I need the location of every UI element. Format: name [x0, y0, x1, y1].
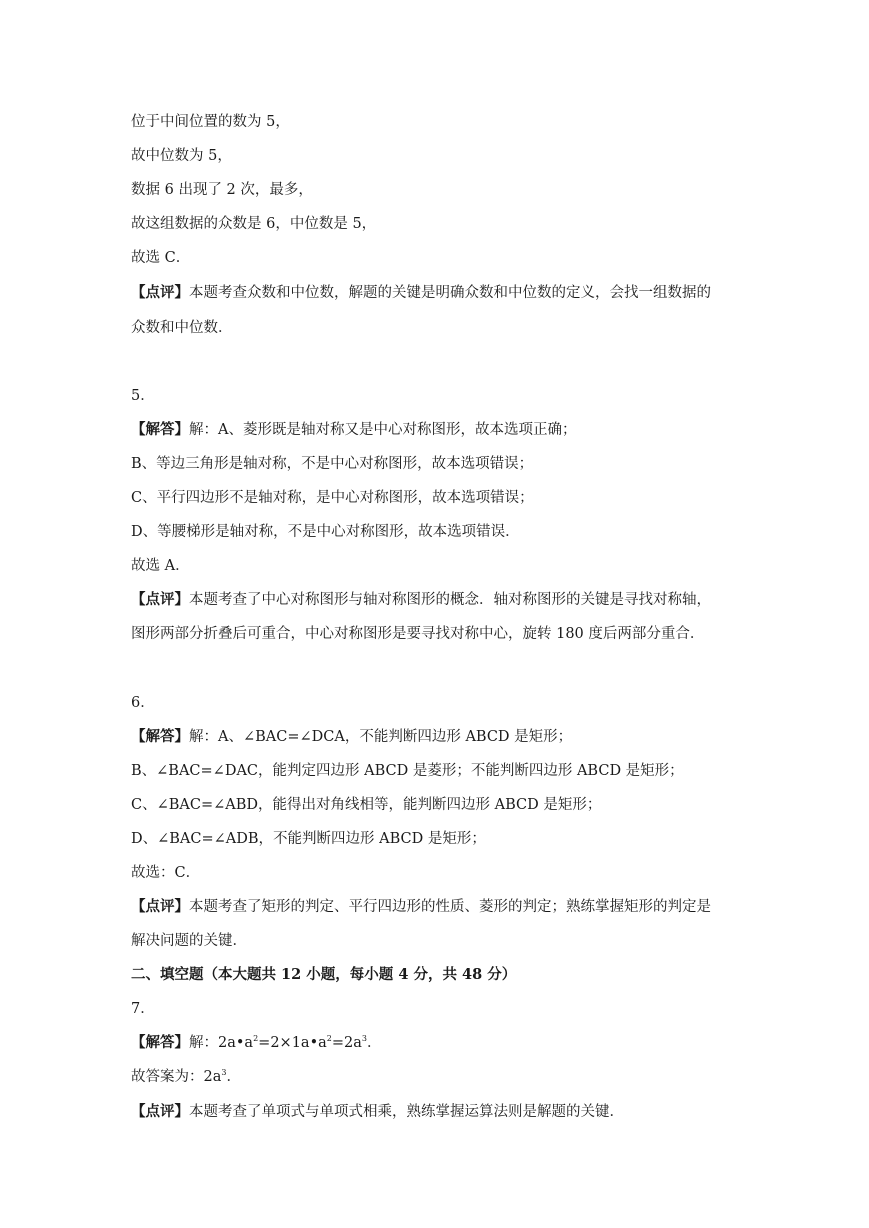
answer-text-suffix: ．: [366, 1035, 382, 1051]
section-heading: 二、填空题（本大题共 12 小题，每小题 4 分，共 48 分）: [131, 966, 517, 983]
q6-line-d: D、∠BAC=∠ADB，不能判断四边形 ABCD 是矩形；: [131, 831, 486, 847]
exponent: 2: [253, 1034, 259, 1043]
answer-text-mid: =2×1a•a: [258, 1035, 327, 1051]
q6-line-c: C、∠BAC=∠ABD，能得出对角线相等，能判断四边形 ABCD 是矩形；: [131, 797, 602, 813]
answer-label: 【解答】: [131, 728, 189, 745]
exponent: 2: [326, 1034, 332, 1043]
q6-line-choice: 故选：C．: [131, 865, 201, 881]
comment-label: 【点评】: [131, 591, 189, 608]
q6-line-b: B、∠BAC=∠DAC，能判定四边形 ABCD 是菱形；不能判断四边形 ABCD 是矩形；: [131, 763, 684, 779]
q5-line-d: D、等腰梯形是轴对称，不是中心对称图形，故本选项错误．: [131, 524, 520, 540]
q4-line-4: 故这组数据的众数是 6，中位数是 5，: [131, 216, 377, 232]
q5-comment: [131, 590, 769, 610]
q6-comment-line-2: 解决问题的关键．: [131, 933, 247, 949]
comment-label: 【点评】: [131, 898, 189, 915]
q7-result: [131, 1067, 769, 1087]
answer-text-prefix: 解：2a•a: [189, 1035, 254, 1051]
answer-label: 【解答】: [131, 421, 189, 438]
q6-answer: [131, 727, 769, 747]
q4-line-1: 位于中间位置的数为 5，: [131, 114, 290, 130]
q5-line-c: C、平行四边形不是轴对称，是中心对称图形，故本选项错误；: [131, 490, 534, 506]
q5-line-choice: 故选 A．: [131, 558, 190, 574]
comment-label: 【点评】: [131, 1103, 189, 1120]
q5-comment-line-2: 图形两部分折叠后可重合，中心对称图形是要寻找对称中心，旋转 180 度后两部分重合．: [131, 626, 705, 642]
comment-text: 本题考查了中心对称图形与轴对称图形的概念．轴对称图形的关键是寻找对称轴，: [189, 592, 711, 608]
answer-text-mid2: =2a: [331, 1035, 362, 1051]
q6-number: 6．: [131, 695, 155, 711]
result-prefix: 故答案为：2a: [131, 1069, 222, 1085]
answer-label: 【解答】: [131, 1034, 189, 1051]
q6-comment: [131, 897, 769, 917]
q5-answer: [131, 420, 769, 440]
answer-text: 解：A、∠BAC=∠DCA，不能判断四边形 ABCD 是矩形；: [189, 729, 573, 745]
exponent: 3: [221, 1068, 227, 1077]
comment-text: 本题考查众数和中位数，解题的关键是明确众数和中位数的定义，会找一组数据的: [189, 285, 711, 301]
q7-answer: [131, 1033, 769, 1053]
q7-number: 7．: [131, 1001, 155, 1017]
comment-text: 本题考查了单项式与单项式相乘，熟练掌握运算法则是解题的关键．: [189, 1104, 624, 1120]
result-suffix: ．: [226, 1069, 241, 1085]
answer-text: 解：A、菱形既是轴对称又是中心对称图形，故本选项正确；: [189, 422, 577, 438]
comment-label: 【点评】: [131, 284, 189, 301]
q4-line-3: 数据 6 出现了 2 次，最多，: [131, 182, 313, 198]
q5-number: 5．: [131, 388, 155, 404]
q4-comment-line-2: 众数和中位数．: [131, 320, 233, 336]
exponent: 3: [361, 1034, 367, 1043]
q4-line-2: 故中位数为 5，: [131, 148, 232, 164]
comment-text: 本题考查了矩形的判定、平行四边形的性质、菱形的判定；熟练掌握矩形的判定是: [189, 899, 711, 915]
q4-comment: [131, 283, 769, 303]
q5-line-b: B、等边三角形是轴对称，不是中心对称图形，故本选项错误；: [131, 456, 534, 472]
q4-line-5: 故选 C．: [131, 250, 191, 266]
q7-comment: [131, 1102, 769, 1122]
